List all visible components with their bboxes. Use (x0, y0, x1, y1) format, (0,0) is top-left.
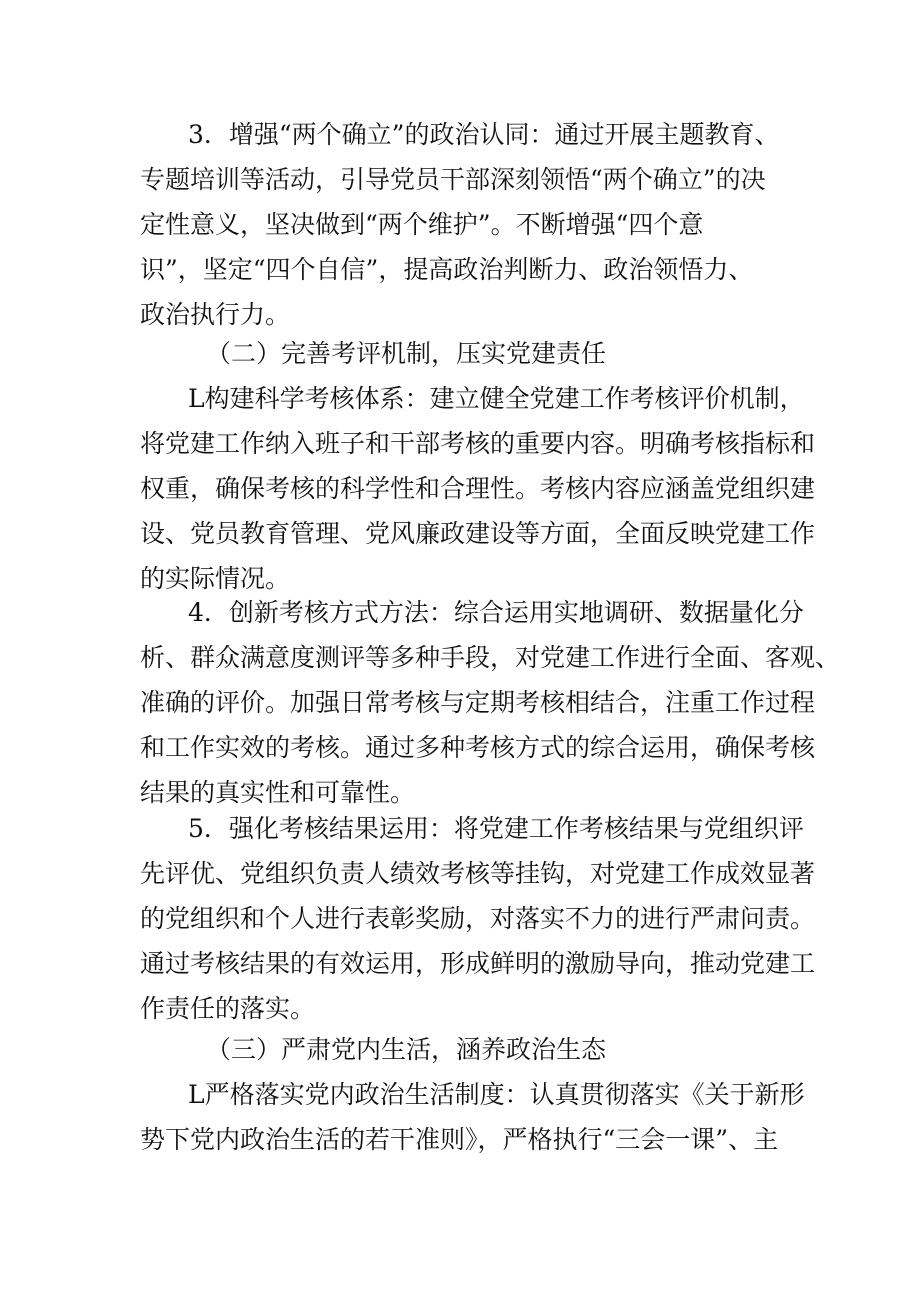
paragraph-item-4 (140, 590, 841, 815)
text-line: L严格落实党内政治生活制度：认真贯彻落实《关于新形 (188, 1080, 805, 1109)
text-line: 作责任的落实。 (140, 994, 316, 1023)
section-heading-2: （二）完善考评机制，压实党建责任 (206, 339, 607, 368)
text-line: 5．强化考核结果运用：将党建工作考核结果与党组织评 (188, 814, 804, 843)
text-line: 专题培训等活动，引导党员干部深刻领悟“两个确立”的决 (140, 165, 766, 194)
paragraph-item-1-assessment (140, 376, 816, 601)
text-line: 的党组织和个人进行表彰奖励，对落实不力的进行严肃问责。 (140, 904, 816, 933)
text-line: 和工作实效的考核。通过多种考核方式的综合运用，确保考核 (140, 733, 816, 762)
section-heading-3: （三）严肃党内生活，涵养政治生态 (206, 1035, 607, 1064)
text-line: 准确的评价。加强日常考核与定期考核相结合，注重工作过程 (140, 688, 816, 717)
text-line: 定性意义，坚决做到“两个维护”。不断增强“四个意 (140, 210, 704, 239)
text-line: 3．增强“两个确立”的政治认同：通过开展主题教育、 (188, 120, 780, 149)
paragraph-item-3 (140, 112, 800, 337)
text-line: 结果的真实性和可靠性。 (140, 778, 416, 807)
paragraph-item-5 (140, 806, 816, 1031)
paragraph-item-1-party-life (140, 1072, 805, 1162)
text-line: 势下党内政治生活的若干准则》，严格执行“三会一课”、主 (140, 1125, 779, 1154)
text-line: 权重，确保考核的科学性和合理性。考核内容应涵盖党组织建 (140, 474, 816, 503)
text-line: 的实际情况。 (140, 564, 291, 593)
text-line: 4．创新考核方式方法：综合运用实地调研、数据量化分 (188, 598, 804, 627)
text-line: 政治执行力。 (140, 300, 291, 329)
text-line: 通过考核结果的有效运用，形成鲜明的激励导向，推动党建工 (140, 949, 816, 978)
text-line: L构建科学考核体系：建立健全党建工作考核评价机制， (188, 384, 805, 413)
text-line: 将党建工作纳入班子和干部考核的重要内容。明确考核指标和 (140, 429, 816, 458)
text-line: 析、群众满意度测评等多种手段，对党建工作进行全面、客观、 (140, 643, 841, 672)
text-line: 先评优、党组织负责人绩效考核等挂钩，对党建工作成效显著 (140, 859, 816, 888)
text-line: 识”，坚定“四个自信”，提高政治判断力、政治领悟力、 (140, 255, 754, 284)
text-line: 设、党员教育管理、党风廉政建设等方面，全面反映党建工作 (140, 519, 816, 548)
